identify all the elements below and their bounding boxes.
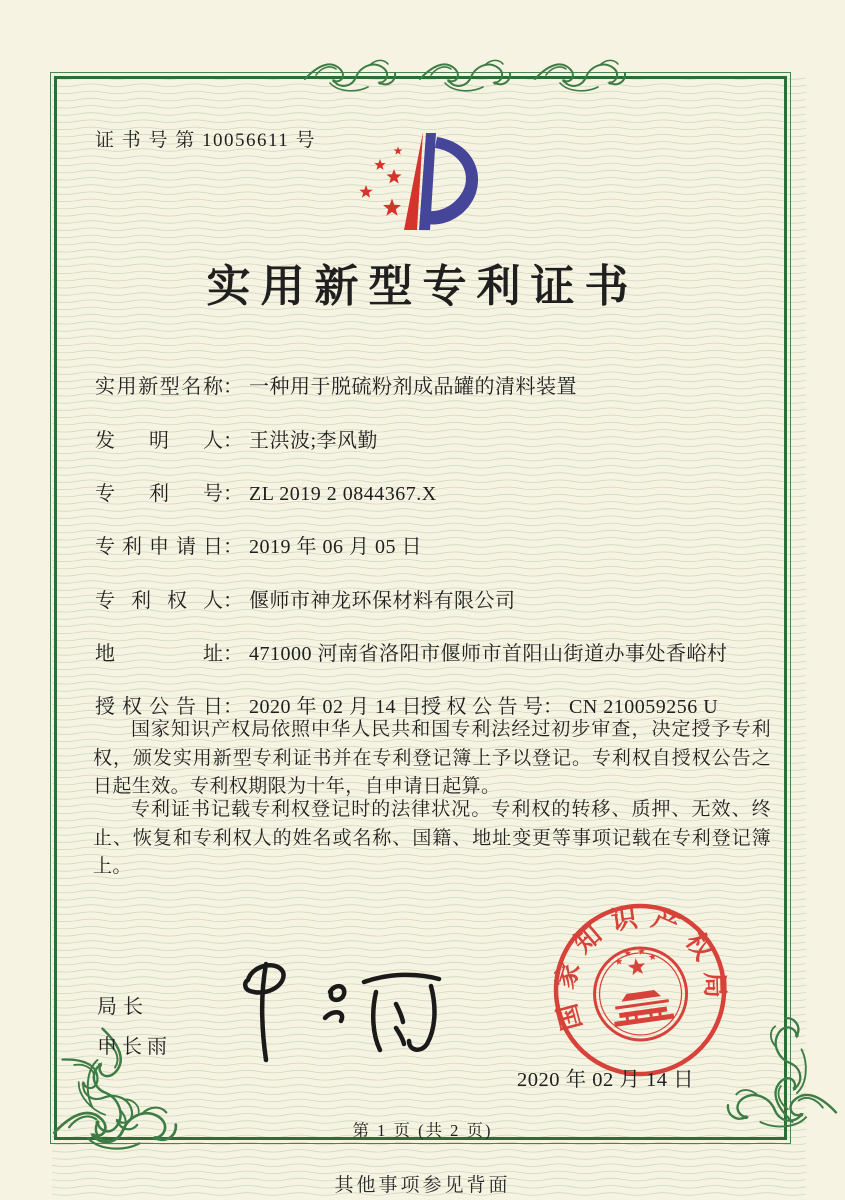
field-value: CN 210059256 U — [569, 696, 719, 718]
commissioner-name: 申长雨 — [97, 1036, 172, 1058]
field-row-address — [95, 637, 775, 666]
flourish-ornament — [300, 57, 400, 97]
field-colon: ： — [223, 430, 243, 452]
field-colon: ： — [223, 696, 243, 718]
field-colon: ： — [223, 376, 243, 398]
commissioner-title: 局长 — [97, 996, 149, 1018]
field-value: 2020 年 02 月 14 日 — [249, 696, 422, 718]
field-value: ZL 2019 2 0844367.X — [249, 483, 437, 505]
handwritten-signature — [232, 950, 447, 1068]
field-colon: ： — [223, 483, 243, 505]
body-paragraph-1: 国家知识产权局依照中华人民共和国专利法经过初步审查，决定授予专利权，颁发实用新型专利证书并在专利登记簿上予以登记。专利权自授权公告之日起生效。专利权期限为十年，自申请日起算。 — [93, 719, 771, 797]
field-colon: ： — [223, 536, 243, 558]
field-value: 2019 年 06 月 05 日 — [249, 536, 422, 558]
back-side-note: 其他事项参见背面 — [334, 1175, 511, 1196]
field-label: 专利权人 — [95, 590, 223, 612]
field-label: 专利号 — [95, 483, 223, 505]
field-row-filing-date — [95, 530, 775, 559]
certificate-number: 证 书 号 第 10056611 号 — [95, 130, 317, 151]
field-colon: ： — [223, 643, 243, 665]
field-label: 授权公告号 — [421, 696, 543, 718]
flourish-ornament — [530, 57, 630, 97]
field-row-grant — [95, 690, 775, 719]
field-label: 地址 — [95, 643, 223, 665]
field-label: 专利申请日 — [95, 536, 223, 558]
seal-ring-text: 国家知识产权局 — [549, 901, 730, 1034]
field-row-patent-number — [95, 477, 775, 506]
page-number: 第 1 页 (共 2 页) — [352, 1121, 493, 1140]
field-label: 授权公告日 — [95, 696, 223, 718]
field-row-inventors — [95, 424, 775, 453]
national-emblem — [589, 942, 693, 1046]
body-paragraph-2: 专利证书记载专利权登记时的法律状况。专利权的转移、质押、无效、终止、恢复和专利权人的姓名或名称、国籍、地址变更等事项记载在专利登记簿上。 — [93, 799, 771, 877]
flourish-ornament — [415, 57, 515, 97]
cnipa-logo-icon — [335, 120, 500, 240]
field-row-patentee — [95, 584, 775, 613]
field-pair-grant-number — [421, 690, 718, 719]
field-label: 发明人 — [95, 430, 223, 452]
field-value: 471000 河南省洛阳市偃师市首阳山街道办事处香峪村 — [249, 643, 728, 665]
issue-date: 2020 年 02 月 14 日 — [517, 1069, 695, 1091]
field-label: 实用新型名称 — [95, 376, 223, 398]
qr-code — [679, 124, 776, 221]
field-row-patent-name — [95, 370, 775, 399]
field-value: 一种用于脱硫粉剂成品罐的清料装置 — [249, 376, 577, 398]
field-colon: ： — [543, 696, 563, 718]
field-value: 王洪波;李风勤 — [249, 430, 379, 452]
field-colon: ： — [223, 590, 243, 612]
field-value: 偃师市神龙环保材料有限公司 — [249, 590, 516, 612]
certificate-title: 实用新型专利证书 — [206, 262, 639, 311]
